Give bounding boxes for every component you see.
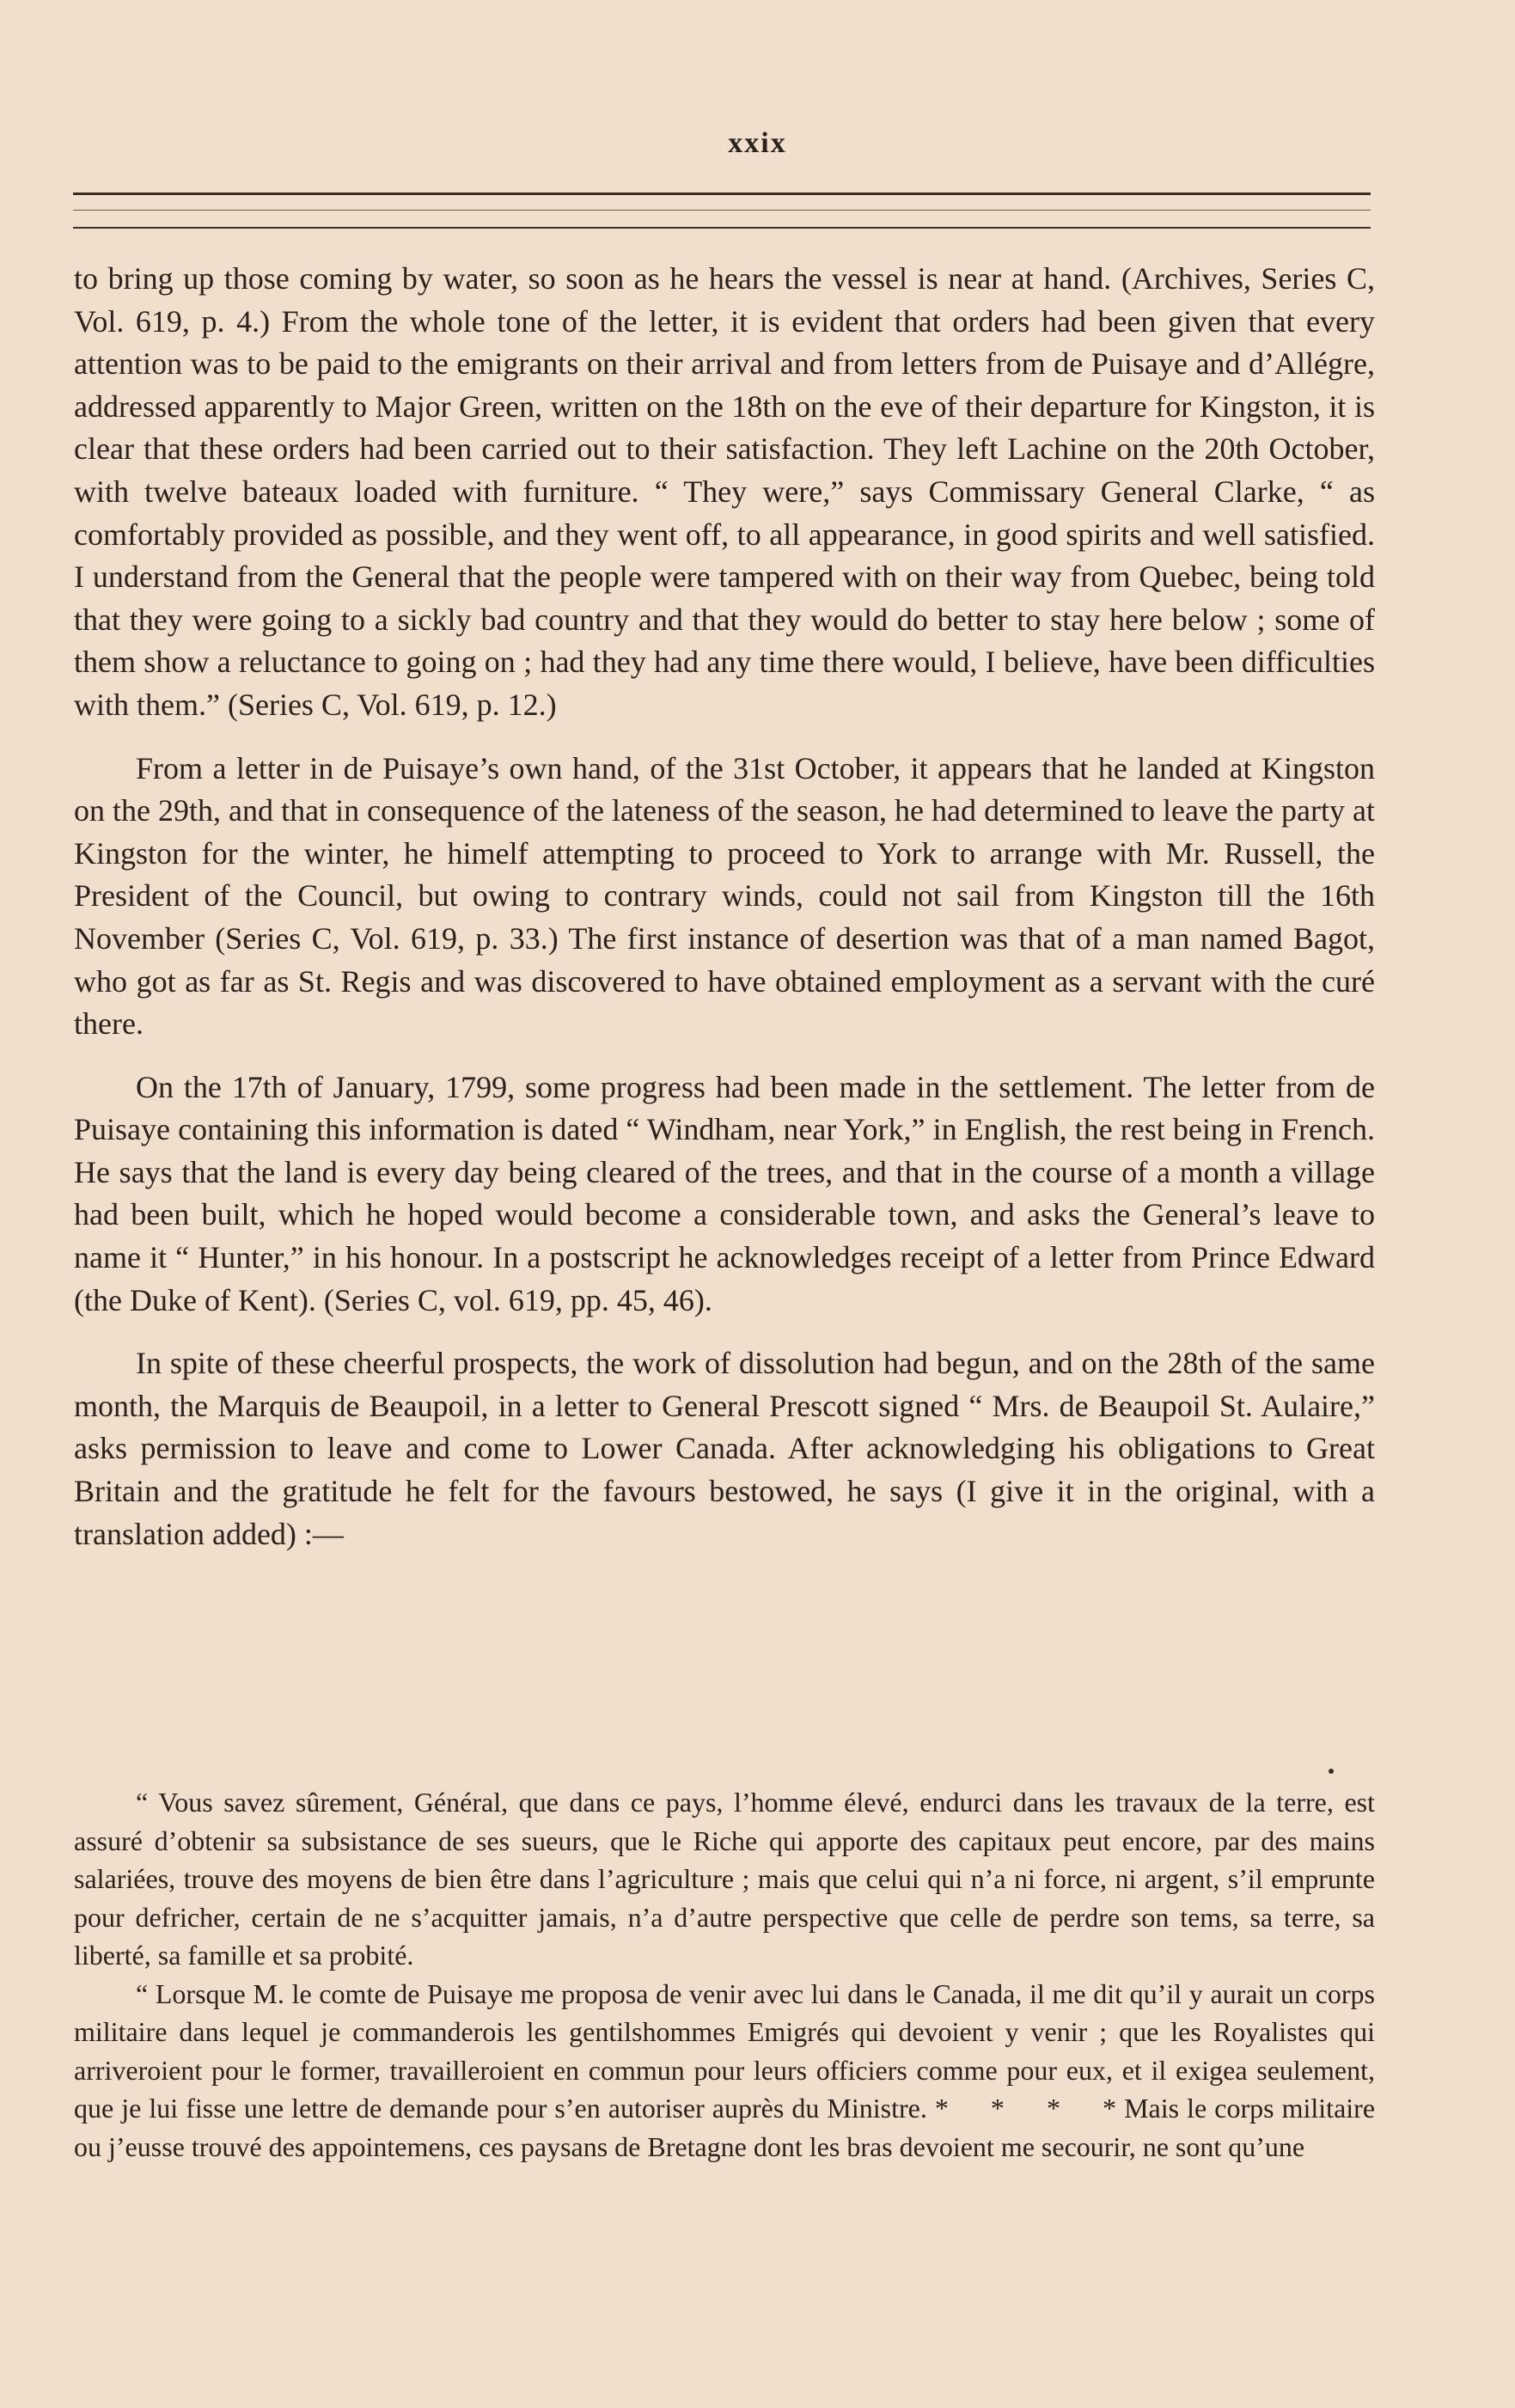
paragraph-dissolution: In spite of these cheerful prospects, the work of dissolution had begun, and on the 28th of the same month, the Marquis de Beaupoil, in a letter to General Prescott signed “ Mrs. de Beaupoil St. Aulaire,” asks permission to leave and come to Lower Canada. After acknowledging his obligations to Great Britain and the gratitude he felt for the favours bestowed, he says (I give it in the original, with a translation added) :— <box>74 1346 1375 1551</box>
paragraph-de-puisaye-letter: From a letter in de Puisaye’s own hand, of the 31st October, it appears that he landed at Kingston on the 29th, and that in consequence of the lateness of the season, he had determined to leave the party at Kingston for the winter, he himelf attempting to proceed to York to arrange with Mr. Russell, the President of the Council, but owing to contrary winds, could not sail from Kingston till the 16th November (Series C, Vol. 619, p. 33.) The first instance of desertion was that of a man named Bagot, who got as far as St. Regis and was discovered to have obtained employment as a servant with the curé there. <box>74 750 1375 1042</box>
quotation-paragraph-1: “ Vous savez sûrement, Général, que dans ce pays, l’homme élevé, endurci dans les travaux de la terre, est assuré d’obtenir sa subsistance de ses sueurs, que le Riche qui apporte des capitaux peut encore, par des mains salariées, trouve des moyens de bien être dans l’agriculture ; mais que celui qui n’a ni force, ni argent, s’il emprunte pour defricher, certain de ne s’acquitter jamais, n’a d’autre perspective que celle de perdre son tems, sa terre, sa liberté, sa famille et sa probité. <box>74 1787 1375 1971</box>
paragraph-continuation: to bring up those coming by water, so soon as he hears the vessel is near at hand. (Archives, Series C, Vol. 619, p. 4.) From the whole tone of the letter, it is evident that orders had been given that every attention was to be paid to the emigrants on their arrival and from letters from de Puisaye and d’Allégre, addressed apparently to Major Green, written on the 18th on the eve of their departure for Kingston, it is clear that these orders had been carried out to their satisfaction. They left Lachine on the 20th October, with twelve bateaux loaded with furniture. “ They were,” says Commissary General Clarke, “ as comfortably provided as possible, and they went off, to all appearance, in good spirits and well satisfied. I understand from the General that the people were tampered with on their way from Quebec, being told that they were going to a sickly bad country and that they would do better to stay here below ; some of them show a reluctance to going on ; had they had any time there would, I believe, have been difficulties with them.” (Series C, Vol. 619, p. 12.) <box>74 261 1375 722</box>
quotation-text-after-stars: Mais le corps militaire ou j’eusse trouvé des appointemens, ces paysans de Bretagne dont les bras devoient me secourir, ne sont qu’une <box>74 2093 1376 2162</box>
paragraph-windham-settlement: On the 17th of January, 1799, some progress had been made in the settlement. The letter from de Puisaye containing this information is dated “ Windham, near York,” in English, the rest being in French. He says that the land is every day being cleared of the trees, and that in the course of a month a village had been built, which he hoped would become a considerable town, and asks the General’s leave to name it “ Hunter,” in his honour. In a postscript he acknowledges receipt of a letter from Prince Edward (the Duke of Kent). (Series C, vol. 619, pp. 45, 46). <box>74 1069 1375 1317</box>
paper-speck <box>1329 1769 1334 1774</box>
header-rule-top <box>73 193 1371 195</box>
ellipsis-stars: * * * * <box>934 2093 1117 2124</box>
french-quotation <box>74 1783 1375 2166</box>
header-rule-middle <box>73 210 1371 211</box>
quotation-text-before-stars: “ Lorsque M. le comte de Puisaye me proposa de venir avec lui dans le Canada, il me dit qu’il y aurait un corps militaire dans lequel je commanderois les gentilshommes Emigrés qui devoient y venir ; que les Royalistes qui arriveroient pour le former, travailleroient en commun pour leurs officiers comme pour eux, et il exigea seulement, que je lui fisse une lettre de demande pour s’en autoriser auprès du Ministre. <box>74 1977 1375 2124</box>
header-rule-bottom <box>73 227 1371 229</box>
body-text <box>74 258 1375 1555</box>
quotation-paragraph-2 <box>74 1975 1375 2167</box>
page-number: xxix <box>728 127 787 159</box>
